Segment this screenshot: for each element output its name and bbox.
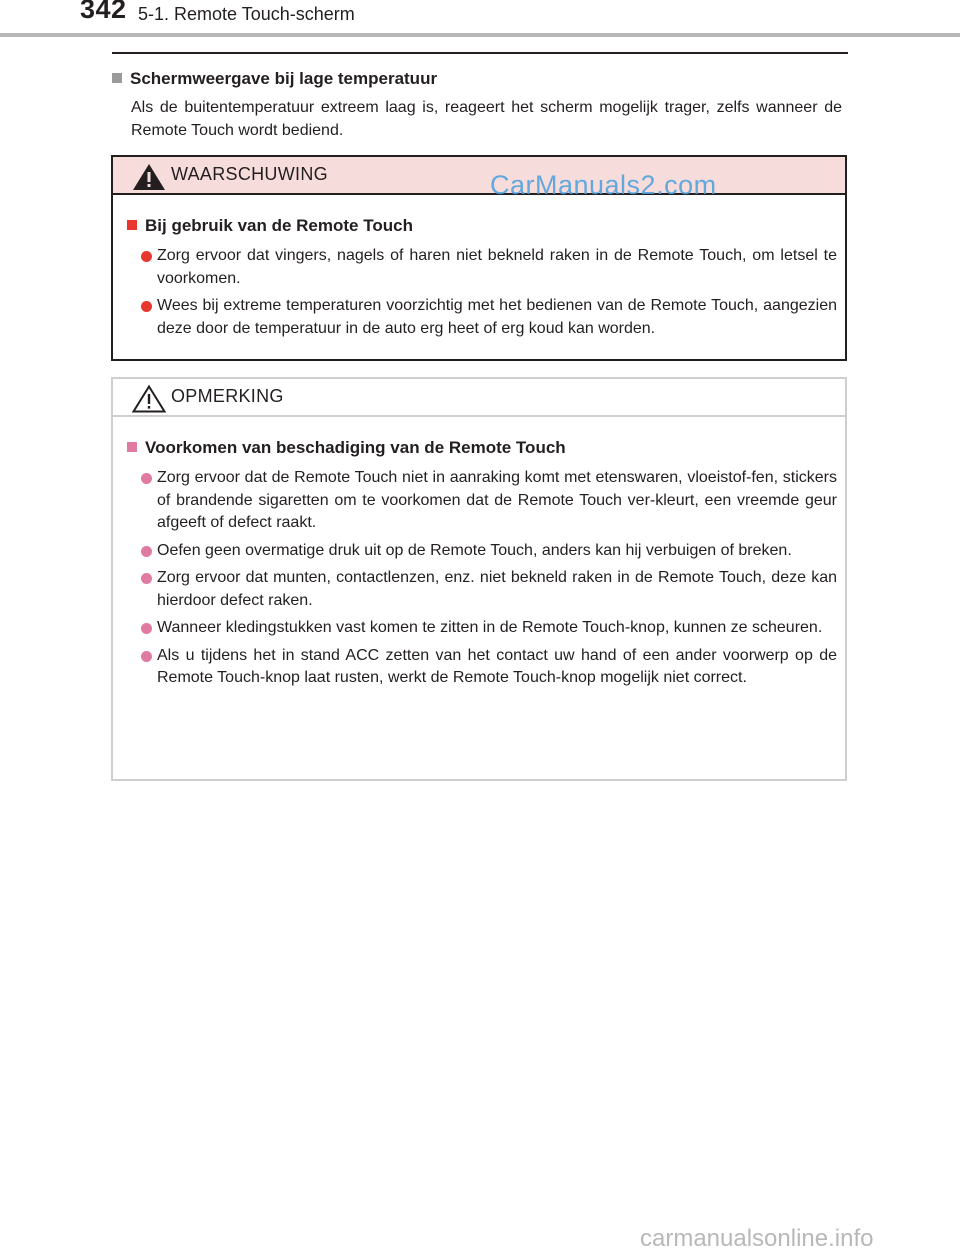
bullet-dot-icon <box>141 651 152 662</box>
warning-box <box>111 155 847 361</box>
warning-label: WAARSCHUWING <box>171 164 328 184</box>
warning-triangle-icon <box>131 162 167 192</box>
note-header <box>113 379 845 417</box>
square-bullet-icon <box>127 220 137 230</box>
warning-body <box>113 195 845 340</box>
note-body <box>113 417 845 690</box>
list-item: Oefen geen overmatige druk uit op de Remote Touch, anders kan hij verbuigen of breken. <box>127 540 837 563</box>
bullet-dot-icon <box>141 301 152 312</box>
warning-subtitle: Bij gebruik van de Remote Touch <box>145 216 413 235</box>
list-item: Zorg ervoor dat vingers, nagels of haren niet bekneld raken in de Remote Touch, om letsel te voorkomen. <box>127 245 837 290</box>
caution-triangle-icon <box>131 384 167 414</box>
bullet-dot-icon <box>141 546 152 557</box>
list-item: Zorg ervoor dat de Remote Touch niet in aanraking komt met etenswaren, vloeistof-fen, stickers of brandende sigaretten om te voorkomen dat de Remote Touch ver-kleurt, een vreemde geur afgeeft of defect raakt. <box>127 467 837 535</box>
warning-header <box>113 157 845 195</box>
page-number: 342 <box>80 0 127 24</box>
chapter-title: 5-1. Remote Touch-scherm <box>138 4 355 24</box>
bullet-dot-icon <box>141 251 152 262</box>
watermark: CarManuals2.com <box>490 170 717 200</box>
header-rule <box>0 33 960 37</box>
section-divider <box>112 52 848 54</box>
section-title: Schermweergave bij lage temperatuur <box>130 69 438 88</box>
section-text: Als de buitentemperatuur extreem laag is, reageert het scherm mogelijk trager, zelfs wanneer de Remote Touch wordt bediend. <box>131 99 842 139</box>
note-label: OPMERKING <box>171 386 284 406</box>
list-item: Zorg ervoor dat munten, contactlenzen, enz. niet bekneld raken in de Remote Touch, deze kan hierdoor defect raken. <box>127 567 837 612</box>
list-item: Als u tijdens het in stand ACC zetten van het contact uw hand of een ander voorwerp op de Remote Touch-knop laat rusten, werkt de Remote Touch-knop mogelijk niet correct. <box>127 645 837 690</box>
bullet-dot-icon <box>141 573 152 584</box>
square-bullet-icon <box>127 442 137 452</box>
bullet-dot-icon <box>141 623 152 634</box>
bullet-dot-icon <box>141 473 152 484</box>
note-subtitle: Voorkomen van beschadiging van de Remote Touch <box>145 438 566 457</box>
note-box <box>111 377 847 781</box>
list-item: Wees bij extreme temperaturen voorzichtig met het bedienen van de Remote Touch, aangezien deze door de temperatuur in de auto erg heet of erg koud kan worden. <box>127 295 837 340</box>
page-header <box>0 0 960 40</box>
square-bullet-icon <box>112 73 122 83</box>
footer-watermark: carmanualsonline.info <box>640 1225 874 1252</box>
list-item: Wanneer kledingstukken vast komen te zitten in de Remote Touch-knop, kunnen ze scheuren. <box>127 617 837 640</box>
section-low-temperature <box>112 66 842 142</box>
